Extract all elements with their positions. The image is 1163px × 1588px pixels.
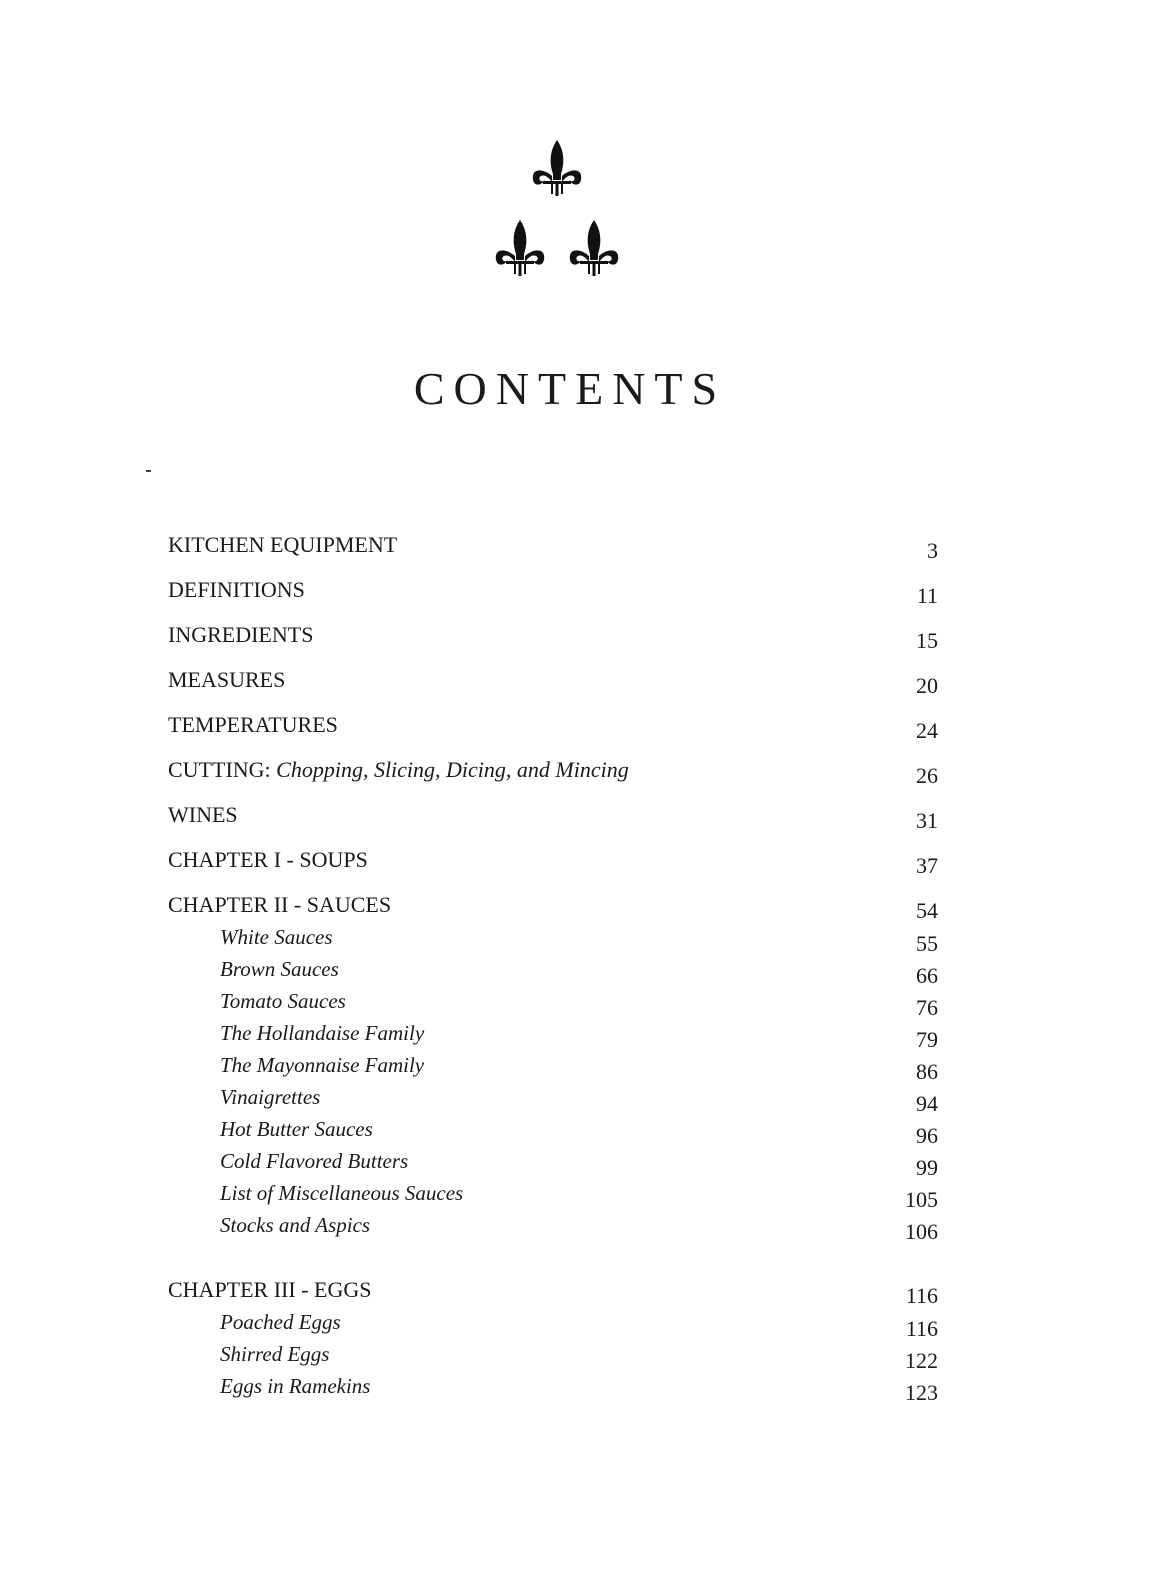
toc-entry-page: 66 — [916, 963, 938, 988]
toc-subentry[interactable] — [168, 1342, 938, 1372]
toc-entry-label: Cold Flavored Butters — [220, 1149, 409, 1173]
toc-entry-page: 86 — [916, 1059, 938, 1084]
toc-entry-label: TEMPERATURES — [168, 712, 338, 737]
toc-entry-page: 116 — [905, 1283, 938, 1308]
fleur-de-lis-icon — [490, 130, 625, 290]
toc-entry-label: WINES — [168, 802, 238, 827]
toc-subentry[interactable] — [168, 925, 938, 955]
toc-entry-page: 55 — [916, 931, 938, 956]
toc-entry-label: Shirred Eggs — [220, 1342, 330, 1366]
toc-entry-label: White Sauces — [220, 925, 333, 949]
toc-subentry[interactable] — [168, 1374, 938, 1404]
toc-entry-label: Brown Sauces — [220, 957, 339, 981]
toc-entry[interactable] — [168, 622, 938, 652]
toc-entry[interactable] — [168, 712, 938, 742]
toc-entry-page: 123 — [905, 1380, 938, 1405]
toc-entry-label: MEASURES — [168, 667, 286, 692]
toc-entry-label: Stocks and Aspics — [220, 1213, 371, 1237]
toc-subentry[interactable] — [168, 1213, 938, 1243]
toc-entry-page: 24 — [916, 718, 938, 743]
toc-entry-page: 31 — [916, 808, 938, 833]
toc-entry[interactable] — [168, 577, 938, 607]
toc-entry-label: CHAPTER I - SOUPS — [168, 847, 368, 872]
page-title: CONTENTS — [413, 363, 727, 414]
toc-subentry[interactable] — [168, 957, 938, 987]
toc-entry-label: DEFINITIONS — [168, 577, 305, 602]
toc-entry-label: INGREDIENTS — [168, 622, 314, 647]
toc-entry-page: 76 — [916, 995, 938, 1020]
toc-entry-page: 122 — [905, 1348, 938, 1373]
toc-subentry[interactable] — [168, 1053, 938, 1083]
toc-entry-label: Eggs in Ramekins — [220, 1374, 371, 1398]
toc-entry-page: 105 — [905, 1187, 938, 1212]
toc-entry-label: CHAPTER III - EGGS — [168, 1277, 372, 1302]
toc-subentry[interactable] — [168, 1310, 938, 1340]
toc-entry-label — [168, 757, 629, 783]
toc-entry-label: Vinaigrettes — [220, 1085, 321, 1109]
toc-entry-page: 26 — [916, 763, 938, 788]
toc-entry-detail: Chopping, Slicing, Dicing, and Mincing — [276, 757, 629, 782]
toc-entry-page: 99 — [916, 1155, 938, 1180]
toc-entry-page: 79 — [916, 1027, 938, 1052]
toc-entry-label: Hot Butter Sauces — [220, 1117, 373, 1141]
toc-entry-page: 37 — [916, 853, 938, 878]
toc-entry-label: CHAPTER II - SAUCES — [168, 892, 392, 917]
toc-entry-page: 15 — [916, 628, 938, 653]
toc-entry-label: List of Miscellaneous Sauces — [220, 1181, 464, 1205]
toc-entry-label: KITCHEN EQUIPMENT — [168, 532, 398, 557]
toc-subentry[interactable] — [168, 1181, 938, 1211]
toc-entry-label: Tomato Sauces — [220, 989, 346, 1013]
toc-entry-label: Poached Eggs — [220, 1310, 341, 1334]
toc-entry[interactable] — [168, 802, 938, 832]
toc-entry-label: The Hollandaise Family — [220, 1021, 425, 1045]
toc-entry[interactable] — [168, 892, 938, 922]
toc-entry-page: 94 — [916, 1091, 938, 1116]
toc-entry-title: CUTTING: — [168, 757, 271, 782]
toc-subentry[interactable] — [168, 989, 938, 1019]
toc-entry[interactable] — [168, 532, 938, 562]
toc-entry-page: 116 — [905, 1316, 938, 1341]
toc-entry[interactable] — [168, 667, 938, 697]
toc-subentry[interactable] — [168, 1085, 938, 1115]
toc-entry-page: 106 — [905, 1219, 938, 1244]
toc-entry-page: 96 — [916, 1123, 938, 1148]
toc-entry-page: 3 — [927, 538, 938, 563]
toc-entry-page: 20 — [916, 673, 938, 698]
toc-subentry[interactable] — [168, 1149, 938, 1179]
scan-speck — [146, 470, 151, 472]
toc-entry[interactable] — [168, 1277, 938, 1307]
toc-entry-page: 54 — [916, 898, 938, 923]
toc-entry-page: 11 — [916, 583, 938, 608]
toc-subentry[interactable] — [168, 1117, 938, 1147]
toc-entry[interactable] — [168, 757, 938, 787]
toc-entry-label: The Mayonnaise Family — [220, 1053, 425, 1077]
toc-entry[interactable] — [168, 847, 938, 877]
toc-subentry[interactable] — [168, 1021, 938, 1051]
